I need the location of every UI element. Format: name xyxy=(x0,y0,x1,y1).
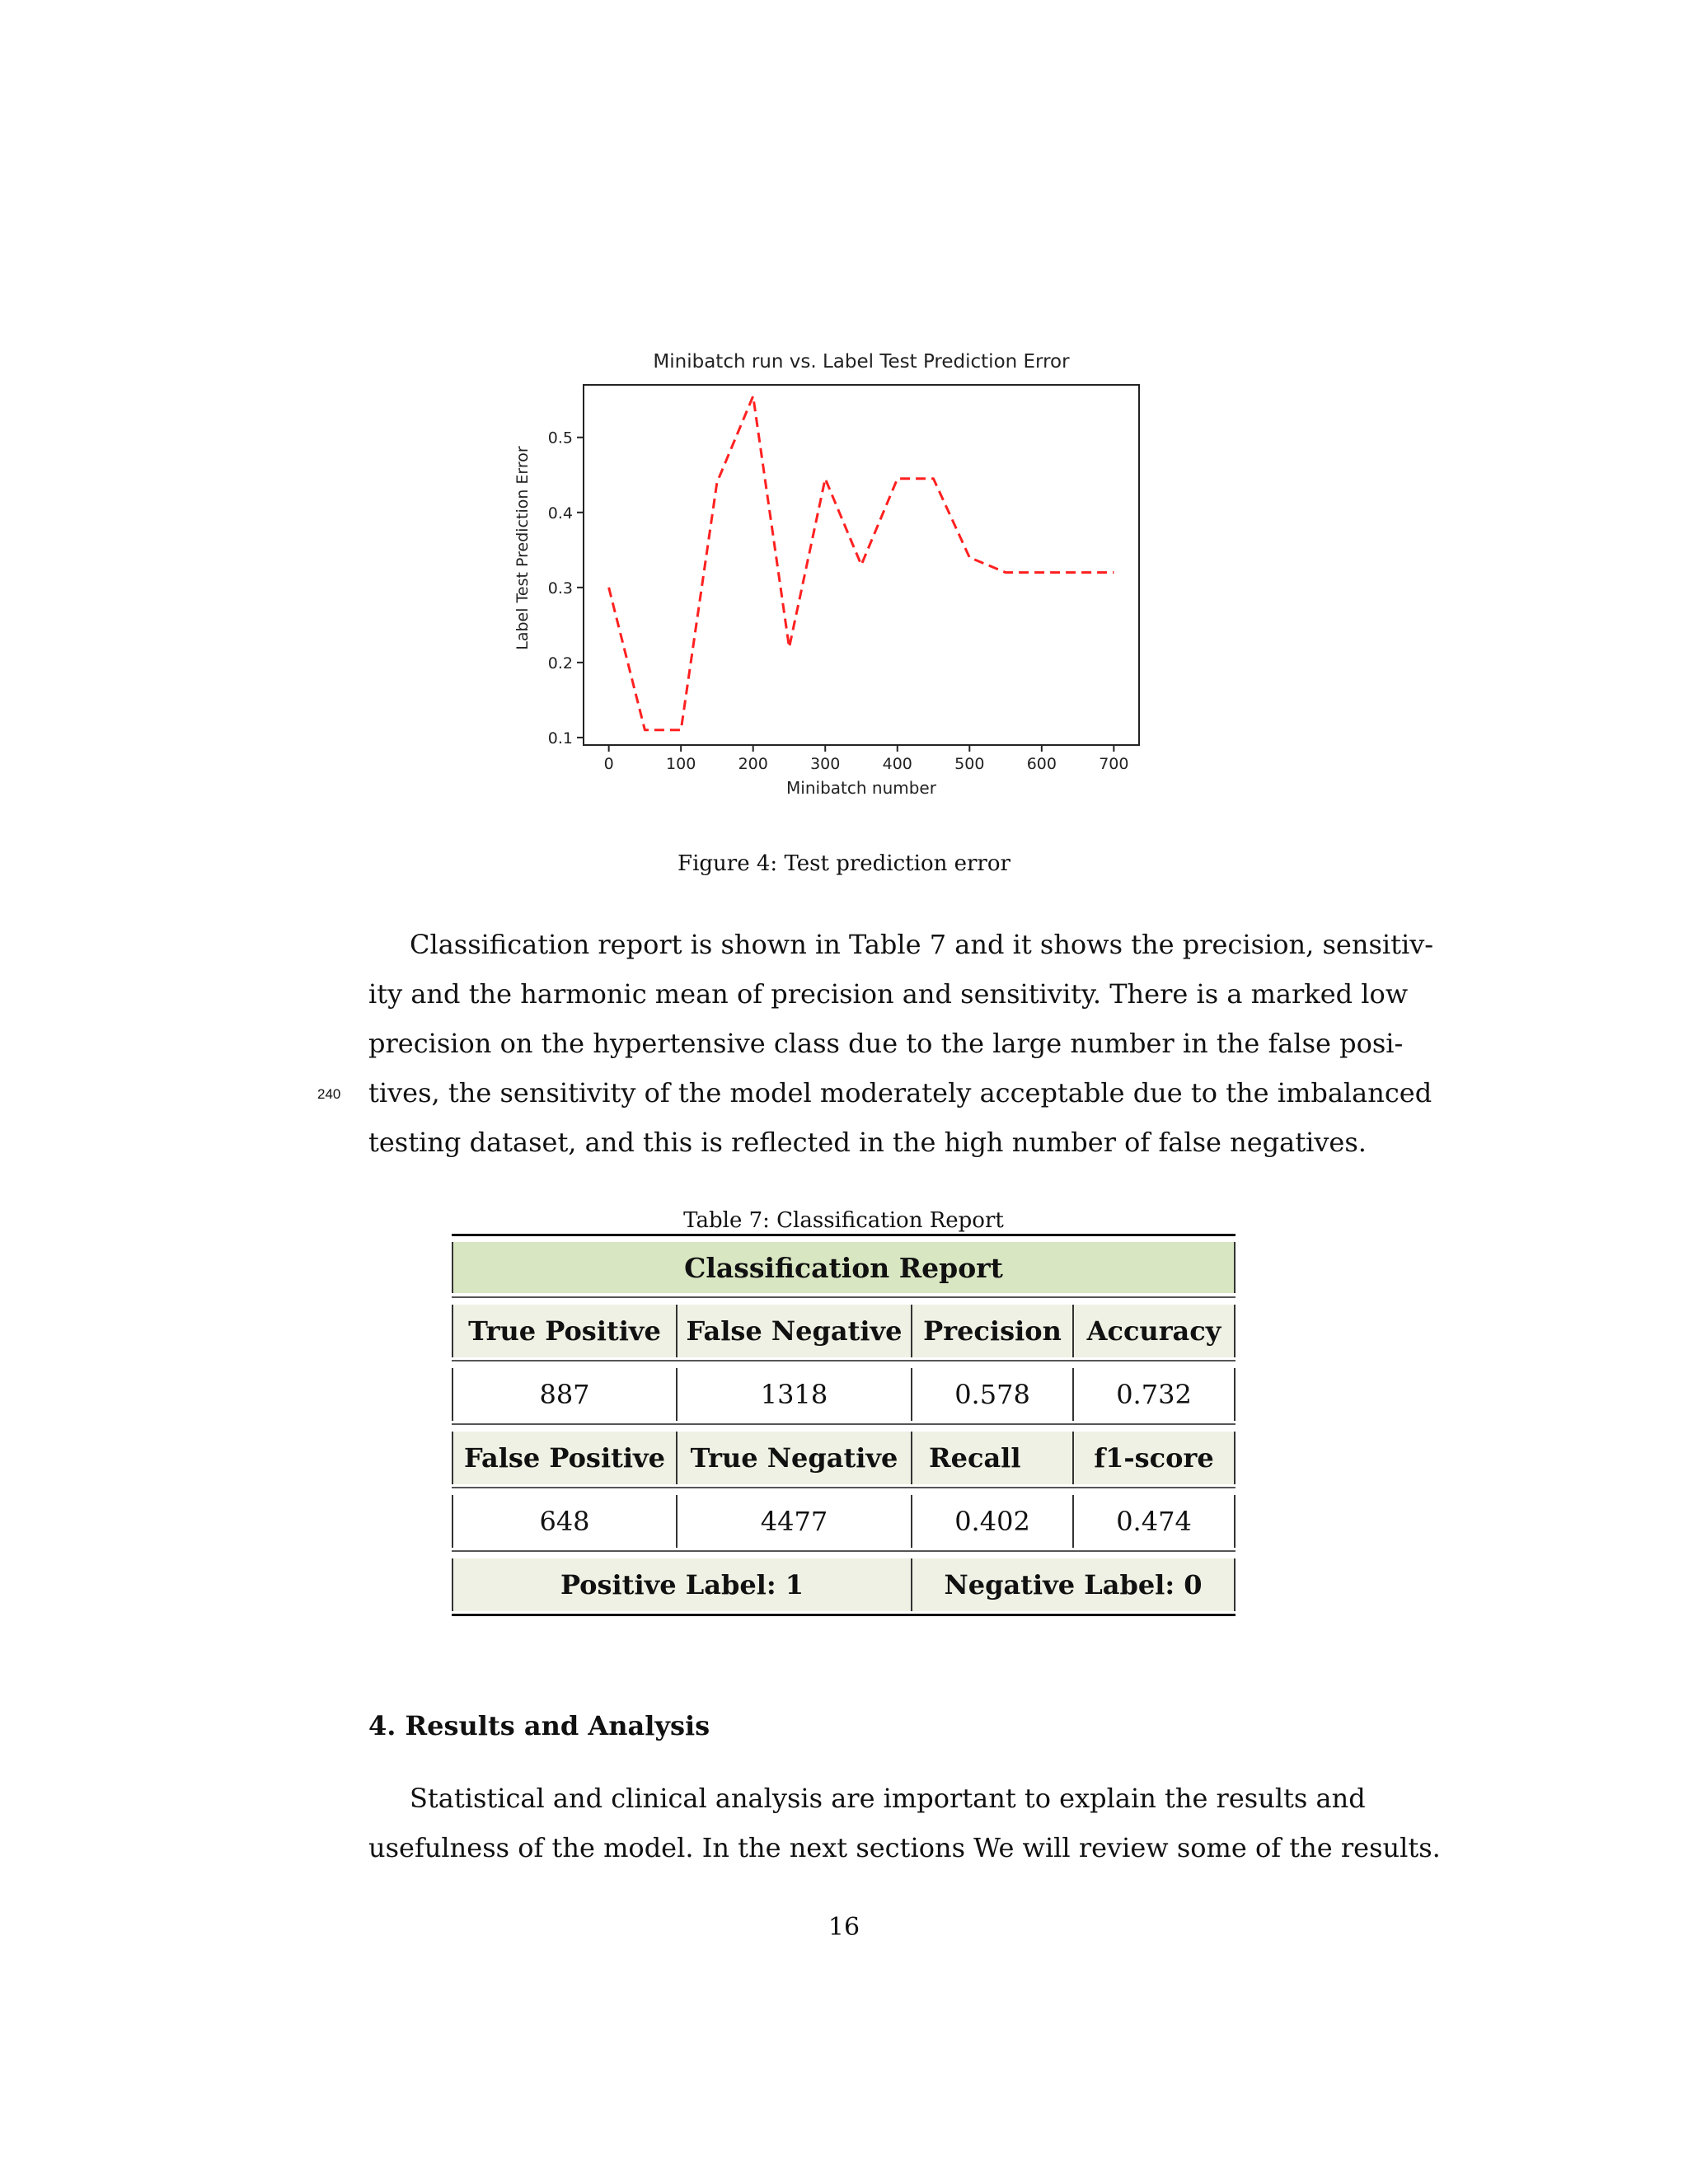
paragraph-line: precision on the hypertensive class due to the large number in the false posi- xyxy=(368,1028,1404,1059)
x-tick-label: 700 xyxy=(1099,755,1129,773)
x-tick-label: 400 xyxy=(882,755,912,773)
figure-caption: Figure 4: Test prediction error xyxy=(678,851,1010,876)
y-tick-label: 0.1 xyxy=(547,729,573,748)
table-title-row xyxy=(452,1242,1236,1293)
classification-report-table xyxy=(452,1234,1236,1618)
header-cell: Precision xyxy=(911,1305,1072,1357)
header-cell: True Positive xyxy=(452,1305,676,1357)
value-cell: 0.402 xyxy=(911,1495,1072,1548)
y-tick-label: 0.4 xyxy=(547,504,573,523)
negative-label-cell: Negative Label: 0 xyxy=(911,1558,1236,1611)
value-cell: 887 xyxy=(452,1368,676,1421)
page-number: 16 xyxy=(828,1913,860,1942)
chart-title: Minibatch run vs. Label Test Prediction Error xyxy=(653,351,1070,373)
x-axis-label: Minibatch number xyxy=(786,778,936,798)
line-number: 240 xyxy=(317,1086,341,1102)
paragraph-line: Statistical and clinical analysis are important to explain the results and xyxy=(410,1783,1366,1814)
value-cell: 4477 xyxy=(676,1495,911,1548)
paragraph-line: ity and the harmonic mean of precision and sensitivity. There is a marked low xyxy=(368,978,1409,1010)
paragraph-line: usefulness of the model. In the next sections We will review some of the results. xyxy=(368,1832,1441,1863)
positive-label-cell: Positive Label: 1 xyxy=(452,1558,911,1611)
header-cell: False Negative xyxy=(676,1305,911,1357)
y-tick-label: 0.5 xyxy=(547,429,573,448)
value-cell: 1318 xyxy=(676,1368,911,1421)
x-tick-label: 300 xyxy=(810,755,841,773)
header-cell: False Positive xyxy=(452,1432,676,1484)
paragraph-line: testing dataset, and this is reflected in the high number of false negatives. xyxy=(368,1127,1367,1158)
table-label-row xyxy=(452,1558,1236,1611)
series-layer xyxy=(607,395,1115,731)
y-tick-label: 0.3 xyxy=(547,579,573,598)
series-line xyxy=(609,396,1114,730)
y-tick-label: 0.2 xyxy=(547,654,573,673)
paragraph-line: tives, the sensitivity of the model moderately acceptable due to the imbalanced xyxy=(368,1077,1432,1108)
table-row xyxy=(452,1368,1236,1421)
body-paragraph-2 xyxy=(368,1774,1441,1872)
header-cell: f1-score xyxy=(1072,1432,1236,1484)
x-tick-label: 600 xyxy=(1026,755,1057,773)
body-paragraph-1 xyxy=(368,920,1434,1167)
table-header-row xyxy=(452,1305,1236,1357)
paragraph-line: Classification report is shown in Table 7 and it shows the precision, sensitiv- xyxy=(410,929,1434,960)
header-cell: True Negative xyxy=(676,1432,911,1484)
x-tick-label: 0 xyxy=(603,755,614,773)
y-axis xyxy=(548,429,584,748)
section-heading: 4. Results and Analysis xyxy=(368,1710,710,1741)
y-axis-label: Label Test Prediction Error xyxy=(513,446,532,650)
value-cell: 0.474 xyxy=(1072,1495,1236,1548)
value-cell: 648 xyxy=(452,1495,676,1548)
table-row xyxy=(452,1495,1236,1548)
table-header-row xyxy=(452,1432,1236,1484)
x-tick-label: 500 xyxy=(954,755,985,773)
prediction-error-chart xyxy=(495,346,1154,808)
x-tick-label: 200 xyxy=(738,755,768,773)
header-cell: Accuracy xyxy=(1072,1305,1236,1357)
value-cell: 0.578 xyxy=(911,1368,1072,1421)
x-tick-label: 100 xyxy=(666,755,696,773)
value-cell: 0.732 xyxy=(1072,1368,1236,1421)
table-title: Classification Report xyxy=(452,1242,1236,1293)
header-cell: Recall xyxy=(911,1432,1072,1484)
table-caption: Table 7: Classification Report xyxy=(683,1208,1004,1233)
x-axis xyxy=(604,745,1129,773)
